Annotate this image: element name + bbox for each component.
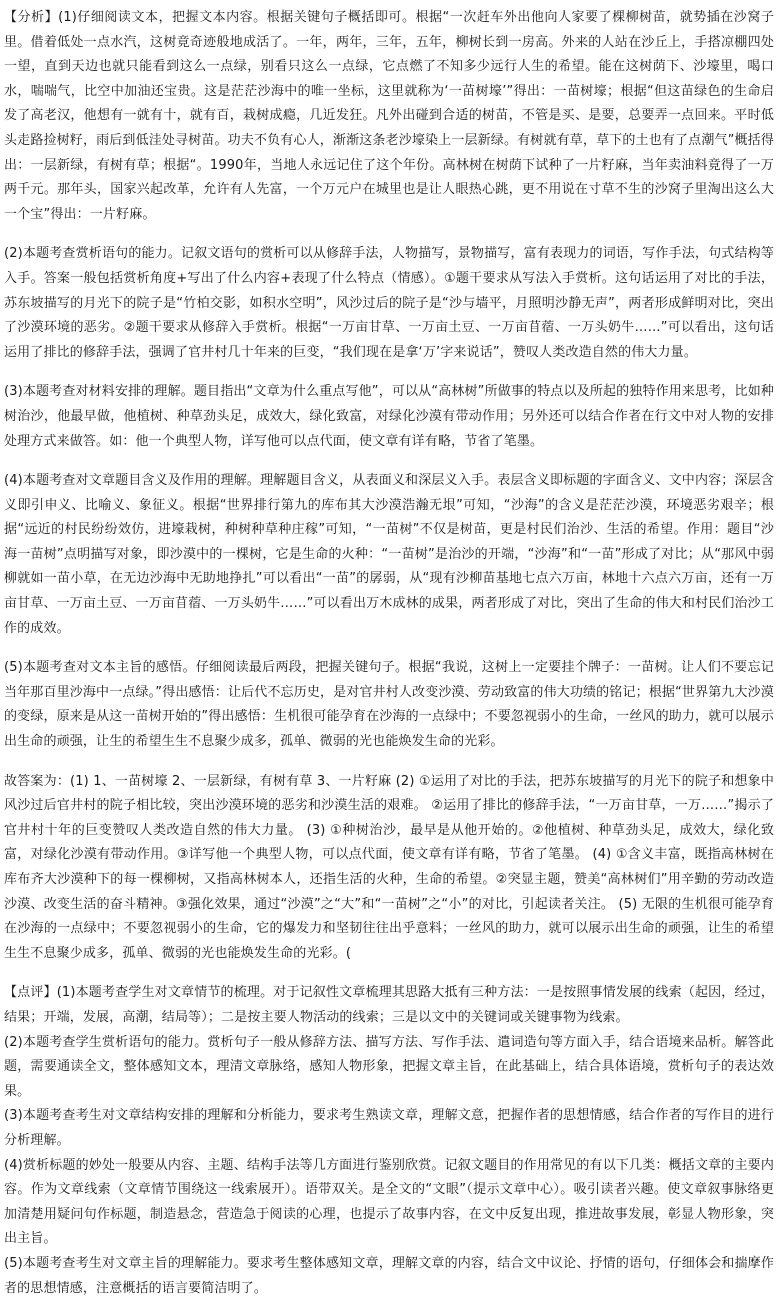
analysis-paragraph-2: (2)本题考查赏析语句的能力。记叙文语句的赏析可以从修辞手法，人物描写，景物描写，富有表现力的词语，写作手法，句式结构等入手。答案一般包括赏析角度+写出了什么内容+表现了什么特点（情感）。①题干要求从写法入手赏析。这句话运用了对比的手法，苏东坡描写的月光下的院子是“竹柏交影，如积水空明”，风沙过后的院子是“沙与墙平，月照明沙静无声”，两者形成鲜明对比，突出了沙漠环境的恶劣。②题干要求从修辞入手赏析。根据“一万亩甘草、一万亩土豆、一万亩苜蓿、一万头奶牛……”可以看出，这句话运用了排比的修辞手法，强调了官井村几十年来的巨变，“我们现在是拿‘万’字来说话”，赞叹人类改造自然的伟大力量。: [4, 246, 774, 360]
analysis-paragraph-3: (3)本题考查对材料安排的理解。题目指出“文章为什么重点写他”，可以从“高林树”所做事的特点以及所起的独特作用来思考，比如种树治沙，他最早做，他植树、种草劲头足，成效大，绿化致富，对绿化沙漠有带动作用；另外还可以结合作者在行文中对人物的安排处理方式来做答。如：他一个典型人物，详写他可以点代面，使文章有详有略，节省了笔墨。: [4, 384, 774, 449]
analysis-paragraph-5: (5)本题考查对文本主旨的感悟。仔细阅读最后两段，把握关键句子。根据“我说，这树上一定要挂个牌子：一苗树。让人们不要忘记当年那百里沙海中一点绿。”得出感悟：让后代不忘历史，是对官井村人改变沙漠、劳动致富的伟大功绩的铭记；根据“世界第九大沙漠的变绿，原来是从这一苗树开始的”得出感悟：生机很可能孕育在沙海的一点绿中；不要忽视弱小的生命，一丝风的助力，就可以展示出生命的顽强，让生的希望生生不息聚少成多，孤单、微弱的光也能焕发生命的光彩。: [4, 660, 774, 750]
comment-paragraph-5: (5)本题考查考生对文章主旨的理解能力。要求考生整体感知文章，理解文章的内容，结合文中议论、抒情的语句，仔细体会和揣摩作者的思想情感，注意概括的语言要简洁明了。: [4, 1255, 774, 1296]
comment-paragraph-1: 【点评】(1)本题考查学生对文章情节的梳理。对于记叙性文章梳理其思路大抵有三种方法：一是按照事情发展的线索（起因，经过，结果；开端，发展，高潮，结局等）；二是按主要人物活动的线索；三是以文中的关键词或关键事物为线索。: [4, 985, 774, 1025]
comment-paragraph-2: (2)本题考查学生赏析语句的能力。赏析句子一般从修辞方法、描写方法、写作手法、遣词造句等方面入手，结合语境来品析。解答此题，需要通读全文，整体感知文本，理清文章脉络，感知人物形象，把握文章主旨，在此基础上，结合具体语境，赏析句子的表达效果。: [4, 1034, 774, 1099]
analysis-paragraph-1: 【分析】(1)仔细阅读文本，把握文本内容。根据关键句子概括即可。根据“一次赶车外出他向人家要了棵柳树苗，就势插在沙窝子里。借着低处一点水汽，这树竟奇迹般地成活了。一年，两年，三年，五年，柳树长到一房高。外来的人站在沙丘上，手搭凉棚四处一望，直到天边也就只能看到这么一点绿，别看只这么一点绿，它点燃了不知多少远行人生的希望。能在这树荫下、沙壕里，喝口水，喘喘气，比空中加油还宝贵。这是茫茫沙海中的唯一坐标，这里就称为‘一苗树壕’”得出：一苗树壕；根据“但这苗绿色的生命启发了高老汉，他想有一就有十，就有百，栽树成瘾，几近发狂。凡外出碰到合适的树苗，不管是买、是要，总要弄一点回来。平时低头走路捡树籽，雨后到低洼处寻树苗。功夫不负有心人，渐渐这条老沙壕染上一层新绿。有树就有草，草下的土也有了点潮气”概括得出：一层新绿，有树有草；根据“。1990年，当地人永远记住了这个年份。高林树在树荫下试种了一片籽麻，当年卖油料竟得了一万两千元。那年头，国家兴起改革，允许有人先富，一个万元户在城里也是让人眼热心跳，更不用说在寸草不生的沙窝子里淘出这么大一个宝”得出：一片籽麻。: [4, 10, 774, 222]
analysis-paragraph-4: (4)本题考查对文章题目含义及作用的理解。理解题目含义，从表面义和深层义入手。表层含义即标题的字面含义、文中内容；深层含义即引申义、比喻义、象征义。根据“世界排行第九的库布其大沙漠浩瀚无垠”可知，“沙海”的含义是茫茫沙漠，环境恶劣艰辛；根据“远近的村民纷纷效仿，进壕栽树，种树种草种庄稼”可知，“一苗树”不仅是树苗，更是村民们治沙、生活的希望。作用：题目“沙海一苗树”点明描写对象，即沙漠中的一棵树，它是生命的火种：“一苗树”是治沙的开端，“沙海”和“一苗”形成了对比；从“那风中弱柳就如一苗小草，在无边沙海中无助地挣扎”可以看出“一苗”的孱弱，从“现有沙柳苗基地七点六万亩，林地十六点六万亩，还有一万亩甘草、一万亩土豆、一万亩苜蓿、一万头奶牛……”可以看出万木成林的成果，两者形成了对比，突出了生命的伟大和村民们治沙工作的成效。: [4, 473, 774, 636]
comment-paragraph-4: (4)赏析标题的妙处一般要从内容、主题、结构手法等几方面进行鉴别欣赏。记叙文题目的作用常见的有以下几类：概括文章的主要内容。作为文章线索（文章情节围绕这一线索展开）。语带双关。是全文的“文眼”（提示文章中心）。吸引读者兴趣。使文章叙事脉络更加清楚用疑问句作标题，制造悬念，营造急于阅读的心理，也提示了故事内容，在文中反复出现，推进故事发展，彰显人物形象，突出主旨。: [4, 1157, 774, 1247]
comment-paragraph-3: (3)本题考查考生对文章结构安排的理解和分析能力，要求考生熟读文章，理解文意，把握作者的思想情感，结合作者的写作目的进行分析理解。: [4, 1108, 774, 1148]
answer-paragraph: 故答案为：(1) 1、一苗树壕 2、一层新绿，有树有草 3、一片籽麻 (2) ①运用了对比的手法，把苏东坡描写的月光下的院子和想象中风沙过后官井村的院子相比较，突出沙漠环境的恶劣和沙漠生活的艰难。 ②运用了排比的修辞手法，“一万亩甘草，一万……”揭示了官井村十年的巨变赞叹人类改造自然的伟大力量。 (3) ①种树治沙，最早是从他开始的。②他植树、种草劲头足，成效大，绿化致富，对绿化沙漠有带动作用。③详写他一个典型人物，可以点代面，使文章有详有略，节省了笔墨。 (4) ①含义丰富，既指高林树在库布齐大沙漠种下的每一棵柳树，又指高林树本人，还指生活的火种，生命的希望。②突显主题，赞美“高林树们”用辛勤的劳动改造沙漠、改变生活的奋斗精神。③强化效果，通过“沙漠”之“大”和“一苗树”之“小”的对比，引起读者关注。 (5) 无限的生机很可能孕育在沙海的一点绿中；不要忽视弱小的生命，它的爆发力和坚韧往往出乎意料；一丝风的助力，就可以展示出生命的顽强，让生的希望生生不息聚少成多，孤单、微弱的光也能焕发生命的光彩。(: [4, 773, 774, 961]
